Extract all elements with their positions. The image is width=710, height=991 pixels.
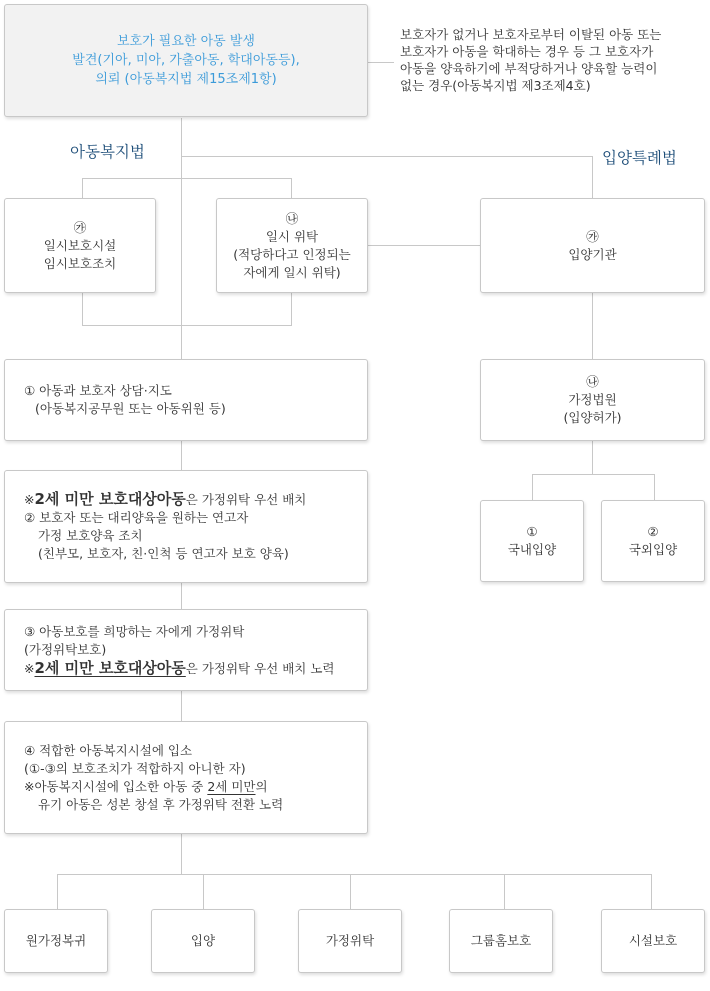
connector xyxy=(57,874,651,875)
connector xyxy=(57,874,58,909)
connector xyxy=(532,474,533,500)
box-label: 일시 위탁 xyxy=(265,228,319,244)
note-mark: ※ xyxy=(24,660,35,676)
outcome-box-foster-care xyxy=(298,909,402,973)
connector xyxy=(592,156,593,198)
box-label: (입양허가) xyxy=(563,410,622,425)
box-label: 자에게 일시 위탁) xyxy=(243,264,341,280)
connector xyxy=(651,874,652,909)
box-label: 국외입양 xyxy=(628,542,678,557)
step-line: (아동복지공무원 또는 아동위원 등) xyxy=(35,401,226,416)
box-label: 가정법원 xyxy=(568,392,617,407)
step-line: ③ 아동보호를 희망하는 자에게 가정위탁 xyxy=(24,623,245,639)
connector xyxy=(82,178,83,198)
connector xyxy=(82,325,292,326)
connector xyxy=(592,441,593,474)
step2-family-care-box xyxy=(4,470,368,583)
law-label-adoption-special: 입양특례법 xyxy=(602,149,677,167)
circled-mark: ① xyxy=(526,524,538,539)
connector xyxy=(181,834,182,874)
note-text: 은 가정위탁 우선 배치 노력 xyxy=(185,660,335,676)
connector xyxy=(181,118,182,359)
connector xyxy=(82,178,292,179)
connector xyxy=(592,293,593,359)
step-line: ① 아동과 보호자 상담·지도 xyxy=(24,383,172,398)
outcome-box-group-home xyxy=(449,909,553,973)
step-line: 가정 보호양육 조치 xyxy=(38,528,143,543)
outcome-label: 입양 xyxy=(190,933,216,948)
law-label-child-welfare: 아동복지법 xyxy=(70,143,145,161)
connector xyxy=(368,62,394,63)
emphasis-text: 2세 미만 보호대상아동 xyxy=(34,490,186,508)
box-label: (적당하다고 인정되는 xyxy=(233,246,351,262)
step-line: ② 보호자 또는 대리양육을 원하는 연고자 xyxy=(24,510,249,525)
connector xyxy=(504,874,505,909)
note-text: 의 xyxy=(255,778,268,794)
box-label: 일시보호시설 xyxy=(43,237,117,253)
note-text: ※아동복지시설에 입소한 아동 중 xyxy=(24,778,208,794)
step-line: ④ 적합한 아동복지시설에 입소 xyxy=(24,742,193,758)
connector xyxy=(203,874,204,909)
connector xyxy=(181,691,182,721)
step-line: (가정위탁보호) xyxy=(24,641,107,657)
step-priority-note xyxy=(24,490,367,509)
outcome-label: 시설보호 xyxy=(628,933,678,948)
temporary-entrustment-box xyxy=(216,198,368,293)
step-line: 유기 아동은 성본 창설 후 가정위탁 전환 노력 xyxy=(38,796,284,812)
outcome-box-facility-care xyxy=(601,909,705,973)
circled-mark: ㉯ xyxy=(285,210,299,226)
definition-line: 보호자가 아동을 학대하는 경우 등 그 보호자가 xyxy=(400,44,654,59)
emphasis-text: 2세 미만 xyxy=(207,778,256,794)
connector xyxy=(291,178,292,198)
top-box-line: 발견(기아, 미아, 가출아동, 학대아동등), xyxy=(72,53,300,68)
top-box-line: 보호가 필요한 아동 발생 xyxy=(117,34,255,49)
international-adoption-box xyxy=(601,500,705,582)
step-priority-note xyxy=(24,778,367,796)
connector xyxy=(181,583,182,609)
definition-note xyxy=(400,26,661,94)
connector xyxy=(368,245,480,246)
emphasis-text: 2세 미만 보호대상아동 xyxy=(34,658,186,677)
connector xyxy=(82,293,83,325)
connector xyxy=(181,156,593,157)
step-line: (친부모, 보호자, 친·인척 등 연고자 보호 양육) xyxy=(38,546,289,561)
step-priority-note xyxy=(24,659,367,678)
box-label: 국내입양 xyxy=(507,542,557,557)
connector xyxy=(181,441,182,470)
box-label: 임시보호조치 xyxy=(43,255,117,271)
top-box-line: 의뢰 (아동복지법 제15조제1항) xyxy=(95,72,277,87)
circled-mark: ㉮ xyxy=(73,219,87,235)
adoption-agency-box xyxy=(480,198,705,293)
connector xyxy=(532,474,655,475)
step3-foster-care-box xyxy=(4,609,368,691)
circled-mark: ㉮ xyxy=(586,228,599,244)
outcome-label: 가정위탁 xyxy=(325,933,375,948)
connector xyxy=(291,293,292,325)
domestic-adoption-box xyxy=(480,500,584,582)
circled-mark: ㉯ xyxy=(586,374,599,389)
definition-line: 아동을 양육하기에 부적당하거나 양육할 능력이 xyxy=(400,61,658,76)
step1-counseling-box xyxy=(4,359,368,441)
family-court-box xyxy=(480,359,705,441)
connector xyxy=(350,874,351,909)
step4-welfare-facility-box xyxy=(4,721,368,834)
outcome-box-adoption xyxy=(151,909,255,973)
note-text: 은 가정위탁 우선 배치 xyxy=(185,492,307,507)
definition-line: 보호자가 없거나 보호자로부터 이탈된 아동 또는 xyxy=(400,27,662,42)
child-protection-need-box xyxy=(4,4,368,117)
note-mark: ※ xyxy=(24,492,35,507)
outcome-label: 원가정복귀 xyxy=(25,933,87,948)
step-line: (①-③의 보호조치가 적합하지 아니한 자) xyxy=(24,760,246,776)
connector xyxy=(654,474,655,500)
outcome-box-return-home xyxy=(4,909,108,973)
circled-mark: ② xyxy=(647,524,659,539)
temporary-shelter-box xyxy=(4,198,156,293)
box-label: 입양기관 xyxy=(568,246,617,262)
outcome-label: 그룹홈보호 xyxy=(470,933,532,948)
definition-line: 없는 경우(아동복지법 제3조제4호) xyxy=(400,78,591,93)
